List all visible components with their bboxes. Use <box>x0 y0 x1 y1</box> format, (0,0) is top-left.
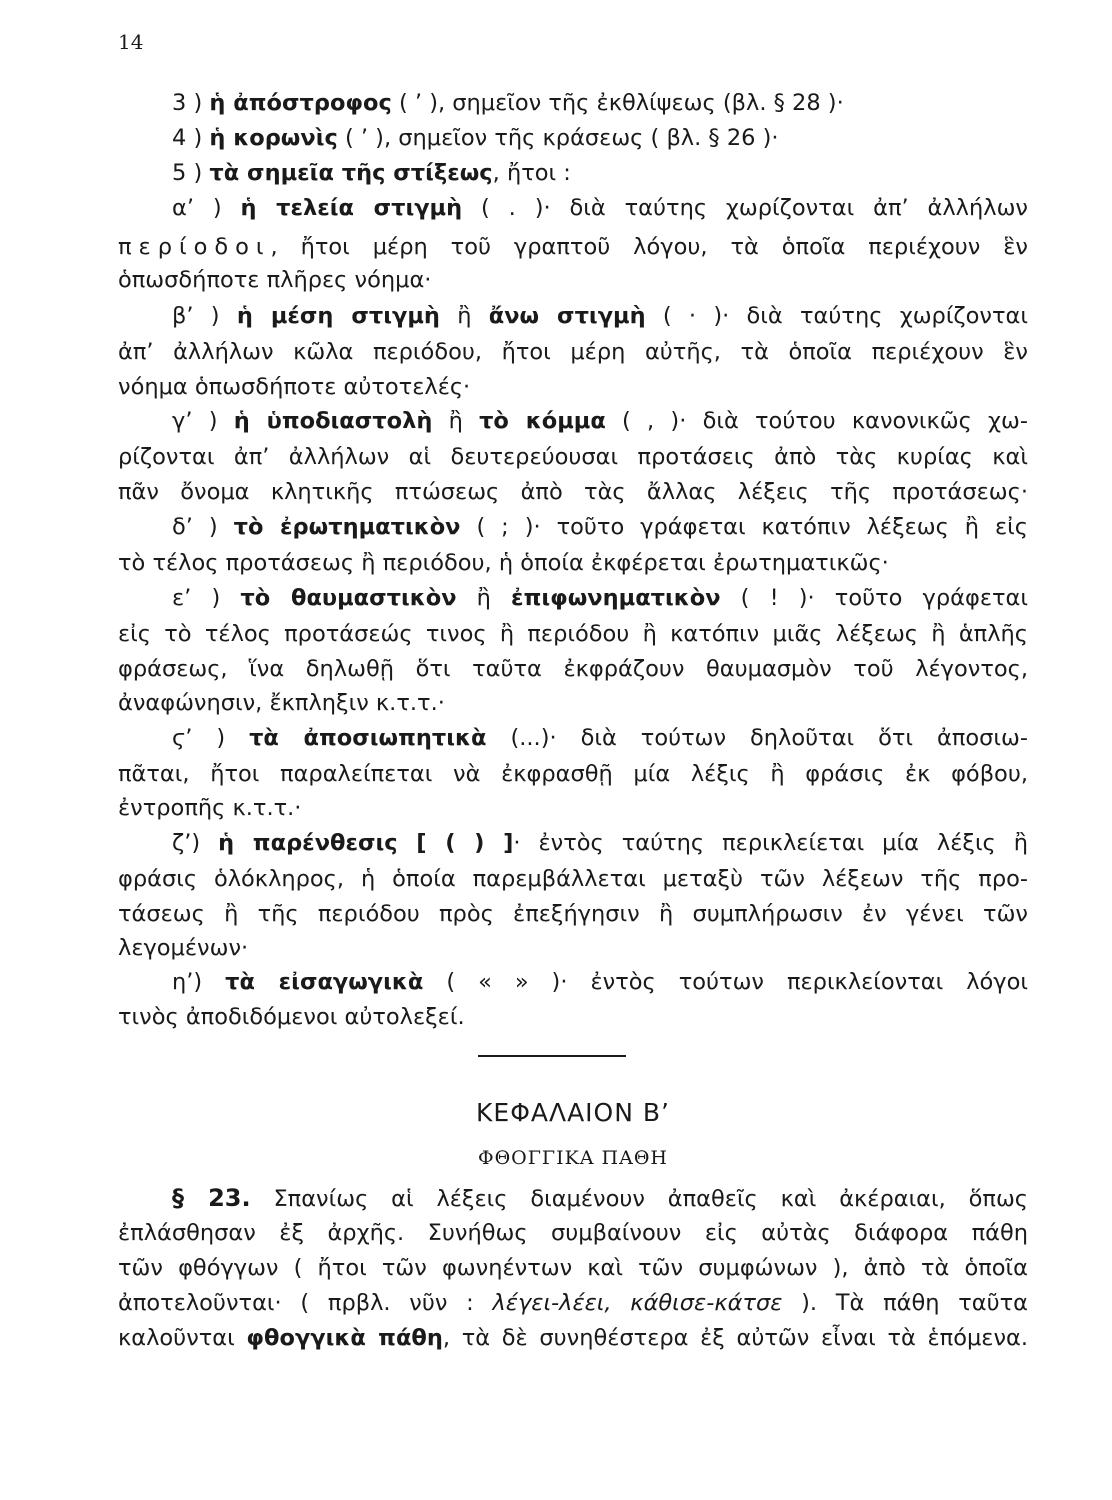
section-number: § 23. <box>172 1184 251 1212</box>
subitem-label: ζ’) <box>172 830 219 856</box>
text-span: ). Τὰ πάθη ταῦτα <box>782 1290 1028 1316</box>
parenthesis-marks: [ ( ) ] <box>397 830 514 856</box>
subitem-text: ( « » )· ἐντὸς τούτων περικλείονται λόγοι <box>423 969 1028 995</box>
text-line: φράσεως, ἵνα δηλωθῇ ὅτι ταῦτα ἐκφράζουν θαυμασμὸν τοῦ λέγοντος, <box>118 656 1028 682</box>
subitem-comma <box>172 410 1028 433</box>
text-line <box>118 1327 1028 1350</box>
text-line: ἀναφώνησιν, ἔκπληξιν κ.τ.τ.· <box>118 690 445 716</box>
subitem-text: ( , )· διὰ τούτου κανονικῶς χω- <box>605 408 1028 434</box>
subitem-label: β’ ) <box>172 303 237 329</box>
term-quotation-marks: τὰ εἰσαγωγικὰ <box>225 969 424 995</box>
page-number: 14 <box>118 30 144 54</box>
term-interjection: ἐπιφωνηματικὸν <box>511 585 721 611</box>
term-question-mark: τὸ ἐρωτηματικὸν <box>233 514 461 540</box>
subitem-label: η’) <box>172 969 226 995</box>
term-coronis: ἡ κορωνὶς <box>209 125 338 151</box>
term-apostrophe: ἡ ἀπόστροφος <box>209 90 392 116</box>
chapter-subtitle: ΦΘΟΓΓΙΚΑ ΠΑΘΗ <box>478 1147 668 1169</box>
subitem-text: (...)· διὰ τούτων δηλοῦται ὅτι ἀποσιω- <box>486 725 1028 751</box>
text-span: , τὰ δὲ συνηθέστερα ἐξ αὐτῶν εἶναι τὰ ἑπόμενα. <box>442 1325 1028 1351</box>
text-line: πᾶν ὄνομα κλητικῆς πτώσεως ἀπὸ τὰς ἄλλας λέξεις τῆς προτάσεως· <box>118 479 1028 505</box>
term-comma: τὸ κόμμα <box>479 408 606 434</box>
subitem-label: α’ ) <box>172 195 241 221</box>
item-coronis <box>172 127 1028 150</box>
text-line: τινὸς ἀποδιδόμενοι αὐτολεξεί. <box>118 1004 465 1030</box>
text-line: εἰς τὸ τέλος προτάσεώς τινος ἢ περιόδου ἢ κατόπιν μιᾶς λέξεως ἢ ἁπλῆς <box>118 621 1028 647</box>
text-line: ἐντροπῆς κ.τ.τ.· <box>118 795 302 821</box>
text-line <box>118 236 1028 259</box>
text-span: ἢ <box>432 408 480 434</box>
text-line: λεγομένων· <box>118 935 249 961</box>
text-line: ἀπ’ ἀλλήλων κῶλα περιόδου, ἤτοι μέρη αὐτῆς, τὰ ὁποῖα περιέχουν ἓν <box>118 339 1028 365</box>
term-punctuation: τὰ σημεῖα τῆς στίξεως <box>209 160 493 186</box>
subitem-text: ( ! )· τοῦτο γράφεται <box>720 585 1028 611</box>
term-middle-dot: ἡ μέση στιγμὴ <box>236 303 440 329</box>
text-line: τῶν φθόγγων ( ἤτοι τῶν φωνηέντων καὶ τῶν συμφώνων ), ἀπὸ τὰ ὁποῖα <box>118 1255 1028 1281</box>
item-text: , ἤτοι : <box>492 160 571 186</box>
item-text: ( ’ ), σημεῖον τῆς κράσεως ( βλ. § 26 )· <box>337 125 779 151</box>
subitem-question-mark <box>172 516 1028 539</box>
term-phonetic-changes: φθογγικὰ πάθη <box>246 1325 443 1351</box>
term-ellipsis: τὰ ἀποσιωπητικὰ <box>249 725 487 751</box>
section-23-heading-line <box>172 1186 1028 1211</box>
term-upper-dot: ἄνω στιγμὴ <box>488 303 646 329</box>
subitem-middle-dot <box>172 305 1028 328</box>
subitem-text: ( . )· διὰ ταύτης χωρίζονται ἀπ’ ἀλλήλων <box>462 195 1028 221</box>
term-full-stop: ἡ τελεία στιγμὴ <box>240 195 463 221</box>
subitem-exclamation <box>172 587 1028 610</box>
subitem-text: · ἐντὸς ταύτης περικλείεται μία λέξις ἢ <box>513 830 1028 856</box>
subitem-ellipsis <box>172 727 1028 750</box>
subitem-label: ϛ’ ) <box>172 725 250 751</box>
subitem-quotation-marks <box>172 971 1028 994</box>
subitem-label: γ’ ) <box>172 408 234 434</box>
item-apostrophe <box>172 92 1028 115</box>
subitem-text: ( ; )· τοῦτο γράφεται κατόπιν λέξεως ἢ εἰς <box>460 514 1028 540</box>
text-line: ἐπλάσθησαν ἐξ ἀρχῆς. Συνήθως συμβαίνουν εἰς αὐτὰς διάφορα πάθη <box>118 1220 1028 1246</box>
item-punctuation <box>172 162 1028 185</box>
text-line: τάσεως ἢ τῆς περιόδου πρὸς ἐπεξήγησιν ἢ συμπλήρωσιν ἐν γένει τῶν <box>118 901 1028 927</box>
subitem-label: δ’ ) <box>172 514 234 540</box>
text-line: ρίζονται ἀπ’ ἀλλήλων αἱ δευτερεύουσαι προτάσεις ἀπὸ τὰς κυρίας καὶ <box>118 444 1028 470</box>
text-line: πᾶται, ἤτοι παραλείπεται νὰ ἐκφρασθῇ μία λέξις ἢ φράσις ἐκ φόβου, <box>118 761 1028 787</box>
text-line: τὸ τέλος προτάσεως ἢ περιόδου, ἡ ὁποία ἐκφέρεται ἐρωτηματικῶς· <box>118 550 889 576</box>
term-parenthesis: ἡ παρένθεσις <box>218 830 398 856</box>
subitem-parenthesis <box>172 832 1028 855</box>
text-line: ὁπωσδήποτε πλῆρες νόημα· <box>118 267 432 293</box>
text-span: , ἤτοι μέρη τοῦ γραπτοῦ λόγου, τὰ ὁποῖα περιέχουν ἓν <box>270 234 1028 260</box>
text-span: ἀποτελοῦνται· ( πρβλ. νῦν : <box>118 1290 493 1316</box>
text-span: Σπανίως αἱ λέξεις διαμένουν ἀπαθεῖς καὶ ἀκέραιαι, ὅπως <box>250 1186 1029 1212</box>
text-span: καλοῦνται <box>118 1325 247 1351</box>
item-number: 3 ) <box>172 90 210 116</box>
text-line <box>118 1292 1028 1315</box>
chapter-title: ΚΕΦΑΛΑΙΟΝ Β’ <box>476 1098 670 1127</box>
subitem-full-stop <box>172 197 1028 220</box>
spaced-word: περίοδοι <box>118 234 271 260</box>
text-span: ἢ <box>456 585 512 611</box>
subitem-text: ( · )· διὰ ταύτης χωρίζονται <box>645 303 1028 329</box>
item-text: ( ’ ), σημεῖον τῆς ἐκθλίψεως (βλ. § 28 )· <box>391 90 844 116</box>
term-hypodiastole: ἡ ὑποδιαστολὴ <box>233 408 433 434</box>
term-exclamation: τὸ θαυμαστικὸν <box>240 585 457 611</box>
item-number: 5 ) <box>172 160 210 186</box>
text-span: ἢ <box>439 303 489 329</box>
subitem-label: ε’ ) <box>172 585 241 611</box>
text-line: φράσις ὁλόκληρος, ἡ ὁποία παρεμβάλλεται μεταξὺ τῶν λέξεων τῆς προ- <box>118 866 1028 892</box>
example-words: λέγει-λέει, κάθισε-κάτσε <box>492 1290 783 1316</box>
text-line: νόημα ὁπωσδήποτε αὐτοτελές· <box>118 374 471 400</box>
section-divider <box>478 1055 626 1057</box>
item-number: 4 ) <box>172 125 210 151</box>
